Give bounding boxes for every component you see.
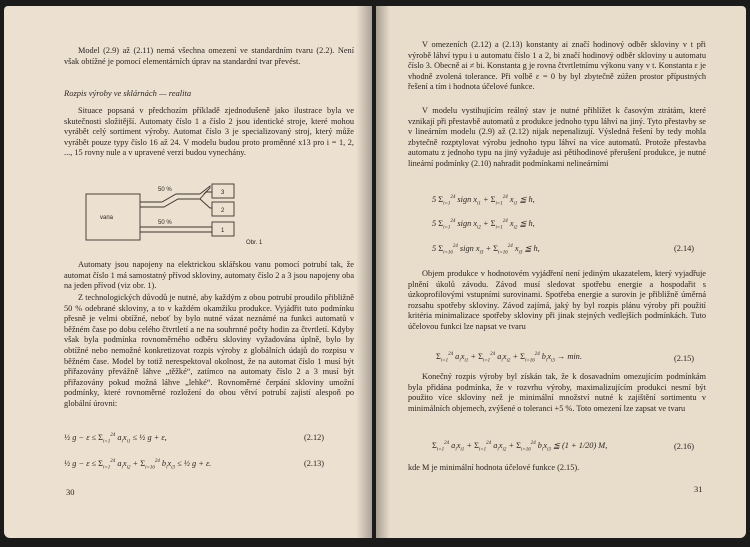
equation-2-14-line-2: 5 $\Sigma_{i=1}^{24}$ sign $x_{i2} + \Sigma_{i=1}^{24}$ $x_{i2}$ ≦ h, [432, 219, 535, 231]
figure-caption: Obr. 1 [246, 240, 263, 246]
equation-2-15-number: (2.15) [674, 354, 695, 363]
pct-top-label: 50 % [158, 187, 172, 193]
right-paragraph-2: V modelu vystihujícím reálný stav je nutné přihlížet k časovým ztrátám, které vznikají při přestavbě automatů z produkce jednoho typu láhví na jiný. Tyto přestavby se v lineárním modelu (2.9) až (2.12) nijak nepenalizují. Výsledná řešení by tedy mohla zbytečně rozptylovat výrobu jednoho typu láhví na více automatů. Protože přestavba automatu z jednoho typu na jiný vyžaduje asi pětihodinové přerušení produkce, je nutné lineární podmínky (2.10) nahradit podmínkami nelineárními [408, 106, 706, 168]
equation-2-16: $\Sigma_{i=1}^{24}$ $a_ix_{i1} + \Sigma_{i=1}^{24}$ $a_ix_{i2} + \Sigma_{i=16}^{24}$ $b_ix_{i3}$ ≦ (1 + 1/20) M, [432, 441, 608, 453]
equation-2-12-number: (2.12) [304, 433, 325, 442]
equation-2-14-line-1: 5 $\Sigma_{i=1}^{24}$ sign $x_{i1} + \Sigma_{i=1}^{24}$ $x_{i1}$ ≦ h, [432, 195, 535, 207]
gutter-shadow [376, 6, 390, 538]
left-paragraph-1: Model (2.9) až (2.11) nemá všechna omezení ve standardním tvaru (2.2). Není však obtížné je pomocí elementárních úprav na standardní tvar převést. [64, 46, 354, 66]
equation-2-15: $\Sigma_{i=1}^{24}$ $a_ix_{i1} + \Sigma_{i=1}^{24}$ $a_ix_{i2} + \Sigma_{i=16}^{24}$ $b_ix_{i3} \to \min$. [436, 352, 582, 364]
equation-2-14-line-3: 5 $\Sigma_{i=16}^{24}$ sign $x_{i3} + \Sigma_{i=16}^{24}$ $x_{i3}$ ≦ h, [432, 244, 540, 256]
pipe-to-2 [200, 199, 212, 208]
pipe-top-upper [140, 194, 200, 202]
right-paragraph-1: V omezeních (2.12) a (2.13) konstanty ai značí hodinový odběr skloviny v t při výrobě láhví typu i u automatu číslo 1 a 2, bi značí hodinový odběr skloviny u automatu číslo 3. Obecně ai ≠ bi. Konstanta g je rovna čtvrtletnímu výkonu vany v t. Konstanta ε je vhodně zvolená tolerance. Při volbě ε = 0 by byl zbytečně zúžen prostor přípustných řešení a tím i hodnota účelové funkce. [408, 40, 706, 92]
pct-bottom-label: 50 % [158, 220, 172, 226]
automat-2-label: 2 [221, 208, 225, 214]
furnace-diagram [84, 180, 324, 252]
left-page-number: 30 [66, 487, 75, 497]
equation-2-13-number: (2.13) [304, 459, 325, 468]
left-page [4, 6, 372, 538]
right-paragraph-3: Objem produkce v hodnotovém vyjádření není jediným ukazatelem, který vyjadřuje plnění úkolů závodu. Závod musí sledovat spotřebu energie a hospodařit s úzkoprofilovými vstupními surovinami. Spotřeba energie a surovin je přibližně úměrná rozsahu spotřeby skloviny. Závod zajímá, jaký by byl rozpis plánu výroby při použití kritéria minimalizace spotřeby skloviny při jinak stejných vedlejších podmínkách. Tuto účelovou funkci lze napsat ve tvaru [408, 269, 706, 331]
left-paragraph-4: Z technologických důvodů je nutné, aby každým z obou potrubí proudilo přibližně 50 % odebrané skloviny, a to v každém okamžiku produkce. Vyjádřit tuto podmínku přesně je velmi obtížné, neboť by bylo nutné vázat neznámé na funkci automatů v běžném čase po dobu celého čtvrtletí a ne na souhrnné počty hodin za čtvrtletí. Kdyby však byla podmínka rovnoměrného odběru skloviny vyžadována úplně, bylo by obtížné nebo nemožné konkretizovat rozpis výroby z globálních údajů do rozpisu v běžném čase. Model by totiž nerespektoval okolnost, že na automat číslo 1 musí být přiřazovány převážně láhve „těžké“, zatímco na automaty číslo 2 a 3 musí být přiřazovány pokud možná láhve „lehké“. Rovnoměrné čerpání skloviny umožní podmínky, které rovnoměrné rozložení do obou větví potrubí zajistí alespoň po globální úrovni: [64, 293, 354, 408]
equation-2-14-number: (2.14) [674, 244, 695, 253]
equation-2-16-number: (2.16) [674, 442, 695, 451]
section-heading: Rozpis výroby ve sklárnách — realita [64, 88, 192, 98]
gutter-shadow [356, 6, 372, 538]
vana-label: vana [100, 215, 114, 221]
automat-3-label: 3 [221, 190, 225, 196]
right-paragraph-4: Konečný rozpis výroby byl získán tak, že k dosavadním omezujícím podmínkám byla přidána podmínka, že v rozvrhu výroby, maximalizujícím produkci nesmí být použito více skloviny než je minimální množství nutné k zajištění sortimentu v minimálních objemech, zvýšené o toleranci +5 %. Toto omezení lze zapsat ve tvaru [408, 372, 706, 413]
automat-1-label: 1 [221, 228, 225, 234]
equation-2-12: ½ $g - \varepsilon \le \Sigma_{i=1}^{24}$ $a_ix_{i1}$ ≤ ½ g + ε, [64, 433, 167, 445]
pipe-to-1 [200, 227, 212, 232]
pipe-top-lower [140, 199, 200, 207]
left-paragraph-2: Situace popsaná v předchozím příkladě zjednodušeně jako ilustrace byla ve skutečnosti složitější. Automaty číslo 1 a číslo 2 jsou identické stroje, které mohou vyrábět celý sortiment výroby. Automat číslo 3 je specializovaný stroj, který může vyrábět pouze typy číslo 16 až 24. V modelu budou proto proměnné x13 pro i = 1, 2, ..., 15 rovny nule a v upravené verzi budou vynechány. [64, 106, 354, 158]
left-paragraph-3: Automaty jsou napojeny na elektrickou sklářskou vanu pomocí potrubí tak, že automat číslo 1 má samostatný přívod skloviny, automaty číslo 2 a 3 jsou napojeny oba na jeden přívod (viz obr. 1). [64, 260, 354, 291]
equation-2-13: ½ $g - \varepsilon \le \Sigma_{i=1}^{24}$ $a_ix_{i2} + \Sigma_{i=16}^{24}$ $b_ix_{i3}$ ≤ ½ g + ε. [64, 459, 212, 471]
right-paragraph-5: kde M je minimální hodnota účelové funkce (2.15). [408, 463, 580, 472]
right-page [376, 6, 746, 538]
right-page-number: 31 [694, 484, 703, 494]
